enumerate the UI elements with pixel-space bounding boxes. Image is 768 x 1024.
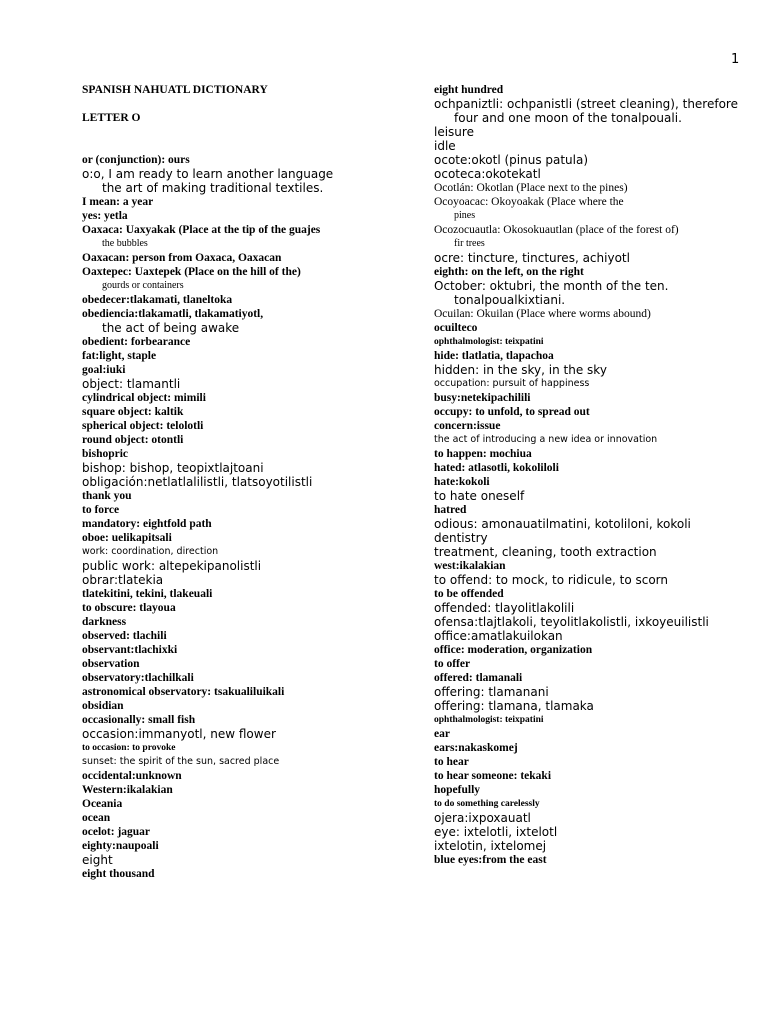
entry: offering: tlamana, tlamaka <box>434 699 594 713</box>
entry: public work: altepekipanolistli <box>82 559 262 573</box>
entry: busy:netekipachilili <box>434 392 531 404</box>
entry: hate:kokoli <box>434 476 490 488</box>
entry: four and one moon of the tonalpouali. <box>454 111 682 125</box>
entry: fir trees <box>454 238 485 249</box>
entry: occupation: pursuit of happiness <box>434 378 590 389</box>
entry: west:ikalakian <box>434 560 506 572</box>
entry: oboe: uelikapitsali <box>82 532 172 544</box>
entry: ofensa:tlajtlakoli, teyolitlakolistli, ixkoyeuilistli <box>434 615 709 629</box>
entry: leisure <box>434 125 474 139</box>
entry: Oceania <box>82 798 123 810</box>
entry: ocoteca:okotekatl <box>434 167 541 181</box>
entry: offended: tlayolitlakolili <box>434 601 575 615</box>
entry: ixtelotin, ixtelomej <box>434 839 547 853</box>
entry: occidental:unknown <box>82 770 182 782</box>
entry: Ocotlán: Okotlan (Place next to the pines) <box>434 182 628 194</box>
entry: Ocozocuautla: Okosokuautlan (place of the forest of) <box>434 224 679 236</box>
dictionary-heading: SPANISH NAHUATL DICTIONARY <box>82 84 268 96</box>
entry: ocelot: jaguar <box>82 826 151 838</box>
entry: obedient: forbearance <box>82 336 191 348</box>
entry: concern:issue <box>434 420 501 432</box>
entry: office:amatlakuilokan <box>434 629 563 643</box>
entry: office: moderation, organization <box>434 644 593 656</box>
entry: eight hundred <box>434 84 504 96</box>
entry: Oaxacan: person from Oaxaca, Oaxacan <box>82 252 282 264</box>
entry: goal:iuki <box>82 364 126 376</box>
entry: to offend: to mock, to ridicule, to scorn <box>434 573 669 587</box>
entry: ojera:ixpoxauatl <box>434 811 531 825</box>
entry: bishopric <box>82 448 129 460</box>
entry: the act of being awake <box>102 321 240 335</box>
entry: I mean: a year <box>82 196 154 208</box>
entry: to offer <box>434 658 471 670</box>
entry: ears:nakaskomej <box>434 742 518 754</box>
entry: fat:light, staple <box>82 350 157 362</box>
entry: cylindrical object: mimili <box>82 392 206 404</box>
entry: ophthalmologist: teixpatini <box>434 337 544 347</box>
entry: eye: ixtelotli, ixtelotl <box>434 825 558 839</box>
entry: observation <box>82 658 140 670</box>
entry: observatory:tlachilkali <box>82 672 194 684</box>
entry: Western:ikalakian <box>82 784 173 796</box>
entry: to be offended <box>434 588 504 600</box>
right-column <box>434 83 764 867</box>
entry: ocean <box>82 812 111 824</box>
entry: idle <box>434 139 456 153</box>
entry: Ocuilan: Okuilan (Place where worms abound) <box>434 308 651 320</box>
entry: October: oktubri, the month of the ten. <box>434 279 669 293</box>
entry: observant:tlachixki <box>82 644 178 656</box>
entry: round object: otontli <box>82 434 184 446</box>
entry: obediencia:tlakamatli, tlakamatiyotl, <box>82 308 264 320</box>
entry: eighty:naupoali <box>82 840 159 852</box>
entry: Ocoyoacac: Okoyoakak (Place where the <box>434 196 624 208</box>
entry: square object: kaltik <box>82 406 184 418</box>
entry: thank you <box>82 490 132 502</box>
entry: obsidian <box>82 700 124 712</box>
entry: odious: amonauatilmatini, kotoliloni, kokoli <box>434 517 691 531</box>
entry: to hear someone: tekaki <box>434 770 552 782</box>
entry: occupy: to unfold, to spread out <box>434 406 590 418</box>
entry: the act of introducing a new idea or innovation <box>434 434 658 445</box>
entry: to do something carelessly <box>434 799 540 809</box>
entry: astronomical observatory: tsakualiluikali <box>82 686 285 698</box>
entry: sunset: the spirit of the sun, sacred place <box>82 756 280 767</box>
page-number: 1 <box>731 52 740 67</box>
entry: ophthalmologist: teixpatini <box>434 715 544 725</box>
entry: occasionally: small fish <box>82 714 196 726</box>
entry: obligación:netlatlalilistli, tlatsoyotilistli <box>82 475 313 489</box>
entry: Oaxtepec: Uaxtepek (Place on the hill of the) <box>82 266 301 278</box>
entry: obedecer:tlakamati, tlaneltoka <box>82 294 233 306</box>
entry: offered: tlamanali <box>434 672 523 684</box>
entry: treatment, cleaning, tooth extraction <box>434 545 657 559</box>
entry: eight thousand <box>82 868 155 880</box>
entry: gourds or containers <box>102 280 184 291</box>
entry: to hate oneself <box>434 489 525 503</box>
entry: eight <box>82 853 113 867</box>
entry: hidden: in the sky, in the sky <box>434 363 607 377</box>
entry: dentistry <box>434 531 488 545</box>
entry: mandatory: eightfold path <box>82 518 212 530</box>
entry: blue eyes:from the east <box>434 854 547 866</box>
entry: offering: tlamanani <box>434 685 549 699</box>
entry: hated: atlasotli, kokoliloli <box>434 462 559 474</box>
entry: object: tlamantli <box>82 377 181 391</box>
left-column <box>82 83 422 881</box>
entry: tonalpoualkixtiani. <box>454 293 566 307</box>
entry: to obscure: tlayoua <box>82 602 176 614</box>
entry: ocre: tincture, tinctures, achiyotl <box>434 251 630 265</box>
entry: hopefully <box>434 784 481 796</box>
entry: ochpaniztli: ochpanistli (street cleaning), therefore <box>434 97 738 111</box>
entry: spherical object: telolotli <box>82 420 204 432</box>
entry: ear <box>434 728 450 740</box>
entry: ocuilteco <box>434 322 478 334</box>
entry: work: coordination, direction <box>82 546 219 557</box>
entry: bishop: bishop, teopixtlajtoani <box>82 461 264 475</box>
entry: to force <box>82 504 120 516</box>
entry: pines <box>454 210 476 221</box>
entry: occasion:immanyotl, new flower <box>82 727 276 741</box>
entry: to happen: mochiua <box>434 448 532 460</box>
entry: darkness <box>82 616 127 628</box>
entry: obrar:tlatekia <box>82 573 164 587</box>
entry: hatred <box>434 504 467 516</box>
entry: or (conjunction): ours <box>82 154 190 166</box>
entry: the bubbles <box>102 238 148 249</box>
entry: yes: yetla <box>82 210 128 222</box>
entry: o:o, I am ready to learn another language <box>82 167 334 181</box>
letter-heading: LETTER O <box>82 112 141 124</box>
entry: eighth: on the left, on the right <box>434 266 584 278</box>
entry: tlatekitini, tekini, tlakeuali <box>82 588 213 600</box>
entry: hide: tlatlatia, tlapachoa <box>434 350 554 362</box>
entry: observed: tlachili <box>82 630 167 642</box>
entry: the art of making traditional textiles. <box>102 181 324 195</box>
entry: Oaxaca: Uaxyakak (Place at the tip of the guajes <box>82 224 321 236</box>
entry: ocote:okotl (pinus patula) <box>434 153 589 167</box>
entry: to occasion: to provoke <box>82 743 176 753</box>
entry: to hear <box>434 756 469 768</box>
